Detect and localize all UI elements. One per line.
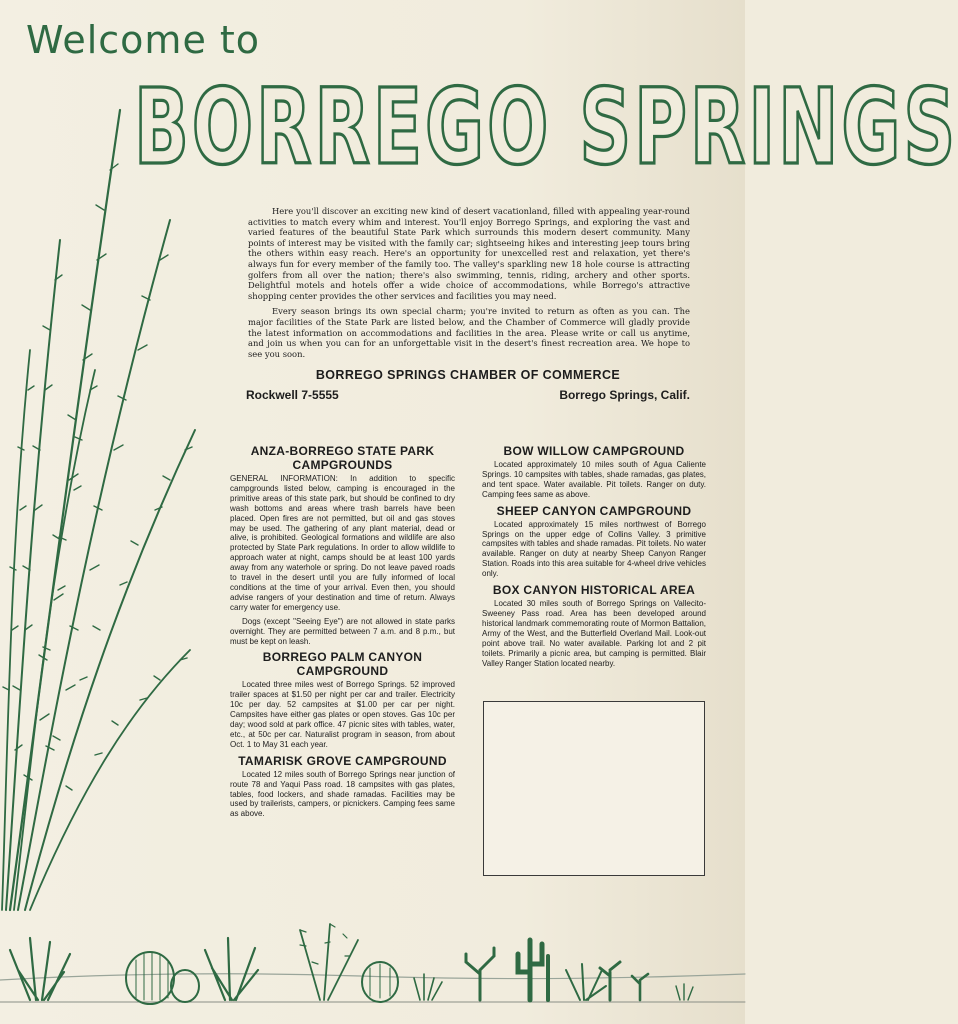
chamber-location: Borrego Springs, Calif. <box>559 388 690 402</box>
welcome-heading: Welcome to <box>26 18 261 62</box>
section-text: Located approximately 15 miles northwest of Borrego Springs on the upper edge of Collins Valley. 3 primitive campsites with tables and shade ramadas. Pit toilets. No water available. Ranger on duty at nearby Sheep Canyon Ranger Station. Roads into this area suitable for 4-wheel drive vehicles only. <box>482 519 706 579</box>
dogs-policy: Dogs (except "Seeing Eye") are not allowed in state parks overnight. They are permitted between 7 a.m. and 8 p.m., but must be kept on leash. <box>230 616 455 646</box>
section-text: Located three miles west of Borrego Springs. 52 improved trailer spaces at $1.50 per night per car and trailer. Electricity 10c per day. 52 campsites at $1.00 per car per night. Campsites have either gas plates or open stoves. Gas 10c per day; wood sold at park office. 47 picnic sites with tables, water, etc., at 50c per car. Naturalist program in season, from about Oct. 1 to May 31 each year. <box>230 680 455 749</box>
palm-canyon-section <box>230 650 455 749</box>
intro-text <box>248 206 690 364</box>
section-text: Located 30 miles south of Borrego Springs on Vallecito-Sweeney Pass road. Area has been developed around historical landmark commemorating route of Mormon Battalion, Army of the West, and the Butterfield Overland Mail. Look-out point above trail. No water available. Parking lot and 2 pit toilets. Primarily a picnic area, but camping is permitted. Blair Valley Ranger Station located nearby. <box>482 599 706 668</box>
chamber-phone: Rockwell 7-5555 <box>246 388 339 402</box>
section-heading: ANZA-BORREGO STATE PARK CAMPGROUNDS <box>250 444 435 472</box>
box-canyon-section <box>482 583 706 668</box>
section-heading: BOX CANYON HISTORICAL AREA <box>492 583 696 598</box>
desert-landscape-illustration <box>0 890 745 1024</box>
section-heading: SHEEP CANYON CAMPGROUND <box>496 503 692 518</box>
anza-borrego-section <box>230 444 455 646</box>
right-column <box>482 444 706 672</box>
chamber-name: BORREGO SPRINGS CHAMBER OF COMMERCE <box>315 368 621 382</box>
section-heading: BOW WILLOW CAMPGROUND <box>503 444 685 458</box>
chamber-contact-row <box>246 388 690 402</box>
section-heading: BORREGO PALM CANYON CAMPGROUND <box>262 650 423 679</box>
intro-paragraph: Every season brings its own special charm; you're invited to return as often as you can. The major facilities of the State Park are listed below, and the Chamber of Commerce will gladly provide the latest information on accommodations and facilities in the area. Please write or call us anytime, and join us when you can for an unforgettable visit in the desert's finest recreation area. We hope to see you soon. <box>248 306 690 359</box>
tamarisk-grove-section <box>230 754 455 820</box>
blank-stamp-box <box>483 701 705 876</box>
section-heading: TAMARISK GROVE CAMPGROUND <box>238 753 447 768</box>
bow-willow-section <box>482 444 706 500</box>
ocotillo-illustration <box>0 90 230 920</box>
sheep-canyon-section <box>482 504 706 579</box>
page-title: BORREGO SPRINGS <box>134 66 958 188</box>
chamber-of-commerce <box>246 368 690 402</box>
general-information: GENERAL INFORMATION: In addition to specific campgrounds listed below, camping is encouraged in the primitive areas of this state park, but should be confined to dry wash bottoms and areas where trash barrels have been placed. Open fires are not permitted, but oil and gas stoves may be used. The gathering of any plant material, dead or alive, is prohibited. Geological formations and wildlife are also protected by State Park regulations. In order to allow wildlife to approach water at night, camps should be at least 100 yards away from any waterhole or spring. Do not leave paved roads to travel in the desert until you are fully informed of local conditions at the time of your arrival. Even then, you should advise rangers of your destination and time of return. Always carry water for emergency use. <box>230 474 455 612</box>
left-column <box>230 444 455 823</box>
section-text: Located 12 miles south of Borrego Springs near junction of route 78 and Yaqui Pass road. 18 campsites with gas plates, tables, food lockers, and shade ramadas. Facilities may be used by trailerists, campers, or picnickers. Camping fees same as above. <box>230 769 455 819</box>
intro-paragraph: Here you'll discover an exciting new kind of desert vacationland, filled with appealing year-round activities to match every whim and interest. You'll enjoy Borrego Springs, and exploring the vast and varied features of the beautiful State Park which surrounds this modern desert community. Many points of interest may be visited with the family car; sightseeing hikes and interesting jeep tours bring the others within easy reach. Here's an opportunity for unexcelled rest and relaxation, yet there's always fun for every member of the family too. The valley's sparkling new 18 hole course is attracting golfers from all over the nation; there's also swimming, tennis, riding, archery and other sports. Delightful motels and hotels offer a wide choice of accommodations, while Borrego's attractive shopping center provides the other services and facilities you may need. <box>248 206 690 301</box>
section-text: Located approximately 10 miles south of Agua Caliente Springs. 10 campsites with tables, shade ramadas, gas plates, and tent space. Water available. Pit toilets. Ranger on duty. Camping fees same as above. <box>482 460 706 499</box>
